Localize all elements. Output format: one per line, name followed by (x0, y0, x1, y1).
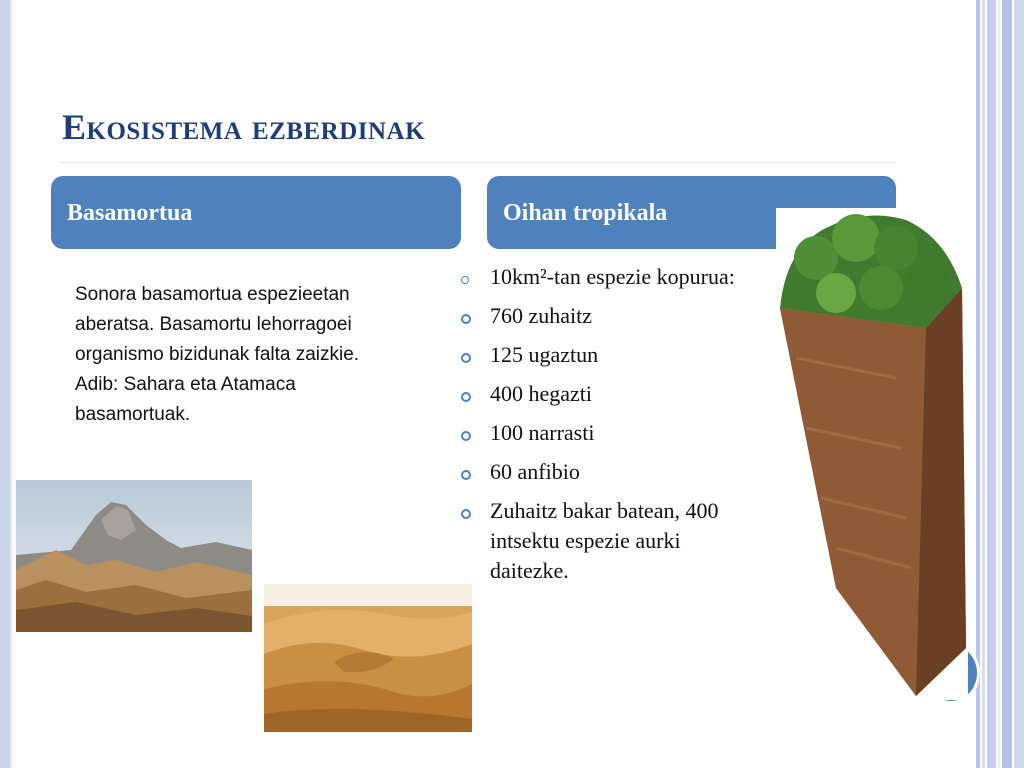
bullet-icon (461, 314, 471, 324)
left-border-inner (10, 0, 12, 768)
list-item (460, 496, 760, 586)
header-desert-label: Basamortua (67, 200, 193, 226)
desert-description: Sonora basamortua espezieetan aberatsa. Basamortu lehorragoei organismo bizidunak falta zaizkie. Adib: Sahara eta Atamaca basamortuak. (75, 284, 360, 425)
list-item-text: 60 anfibio (490, 459, 580, 484)
list-item (460, 262, 760, 292)
list-item (460, 457, 760, 487)
sand-dunes-image (264, 584, 472, 732)
rainforest-soil-column-image (776, 208, 968, 700)
header-desert (51, 176, 461, 249)
bullet-icon (461, 431, 471, 441)
title-divider (60, 162, 896, 163)
right-border-stripes (976, 0, 1024, 768)
list-item-text: 125 ugaztun (490, 342, 599, 367)
list-item-text: 760 zuhaitz (490, 303, 593, 328)
list-item-text: 400 hegazti (490, 381, 593, 406)
left-border (0, 0, 10, 768)
list-item (460, 340, 760, 370)
bullet-icon (461, 392, 471, 402)
list-item (460, 301, 760, 331)
header-rainforest-label: Oihan tropikala (503, 200, 668, 226)
rainforest-facts-list (460, 262, 760, 595)
list-item (460, 379, 760, 409)
bullet-icon (461, 276, 469, 284)
list-item-text: 100 narrasti (490, 420, 595, 445)
slide-title: Ekosistema ezberdinak (62, 107, 426, 147)
bullet-icon (461, 353, 471, 363)
bullet-icon (461, 509, 471, 519)
bullet-icon (461, 470, 471, 480)
desert-mountain-image (16, 480, 252, 632)
list-item-text: Zuhaitz bakar batean, 400 intsektu espezie aurki daitezke. (490, 498, 719, 583)
list-item (460, 418, 760, 448)
list-item-text: 10km²-tan espezie kopurua: (490, 264, 735, 289)
